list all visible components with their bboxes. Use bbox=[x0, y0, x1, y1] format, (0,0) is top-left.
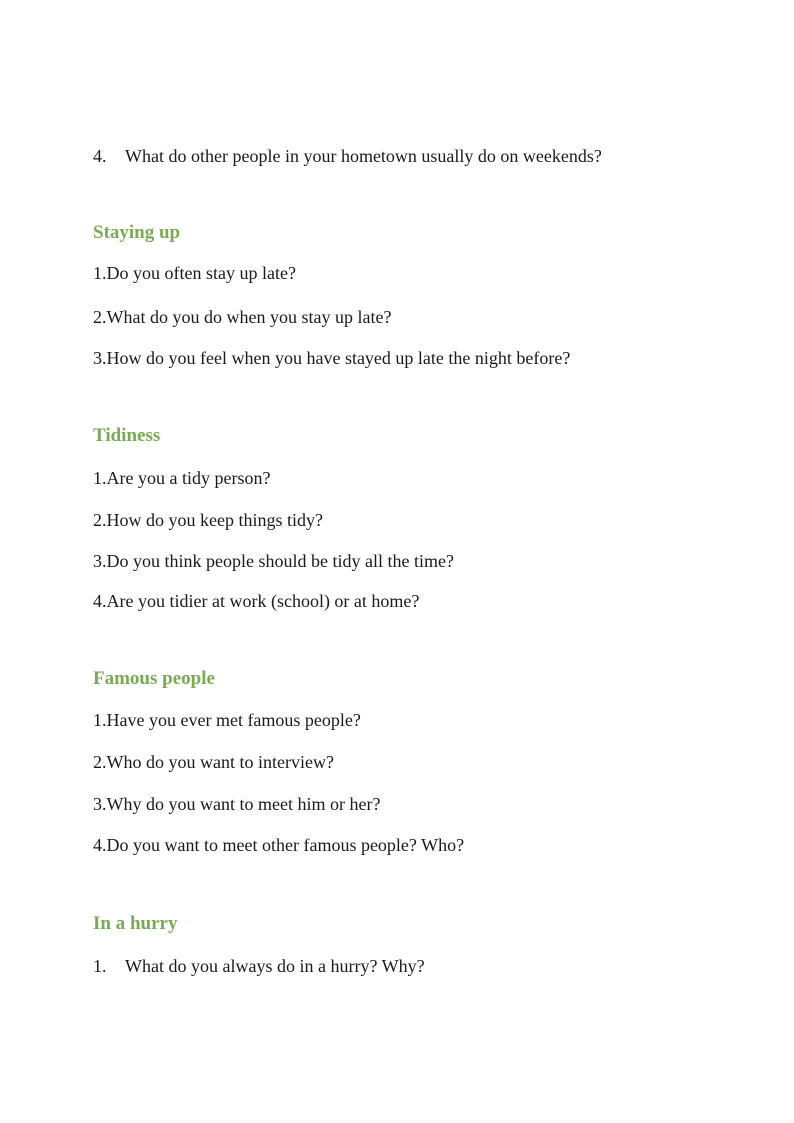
section-heading-in-a-hurry: In a hurry bbox=[93, 913, 178, 934]
question-number: 4. bbox=[93, 146, 107, 166]
question-tidiness-1: 1.Are you a tidy person? bbox=[93, 468, 271, 488]
question-staying-up-3: 3.How do you feel when you have stayed up late the night before? bbox=[93, 348, 571, 368]
section-heading-staying-up: Staying up bbox=[93, 222, 181, 243]
question-tidiness-3: 3.Do you think people should be tidy all the time? bbox=[93, 551, 454, 571]
question-tidiness-2: 2.How do you keep things tidy? bbox=[93, 510, 323, 530]
question-famous-people-2: 2.Who do you want to interview? bbox=[93, 752, 334, 772]
question-number: 1. bbox=[93, 956, 107, 976]
question-famous-people-1: 1.Have you ever met famous people? bbox=[93, 710, 361, 730]
question-staying-up-2: 2.What do you do when you stay up late? bbox=[93, 307, 392, 327]
question-hometown-weekends bbox=[93, 145, 602, 167]
question-in-a-hurry-1 bbox=[93, 955, 425, 977]
section-heading-tidiness: Tidiness bbox=[93, 425, 161, 446]
question-text: What do other people in your hometown usually do on weekends? bbox=[125, 146, 602, 166]
section-heading-famous-people: Famous people bbox=[93, 668, 215, 689]
question-tidiness-4: 4.Are you tidier at work (school) or at home? bbox=[93, 591, 420, 611]
question-famous-people-4: 4.Do you want to meet other famous people? Who? bbox=[93, 835, 465, 855]
question-text: What do you always do in a hurry? Why? bbox=[125, 956, 425, 976]
question-staying-up-1: 1.Do you often stay up late? bbox=[93, 263, 296, 283]
question-famous-people-3: 3.Why do you want to meet him or her? bbox=[93, 794, 381, 814]
